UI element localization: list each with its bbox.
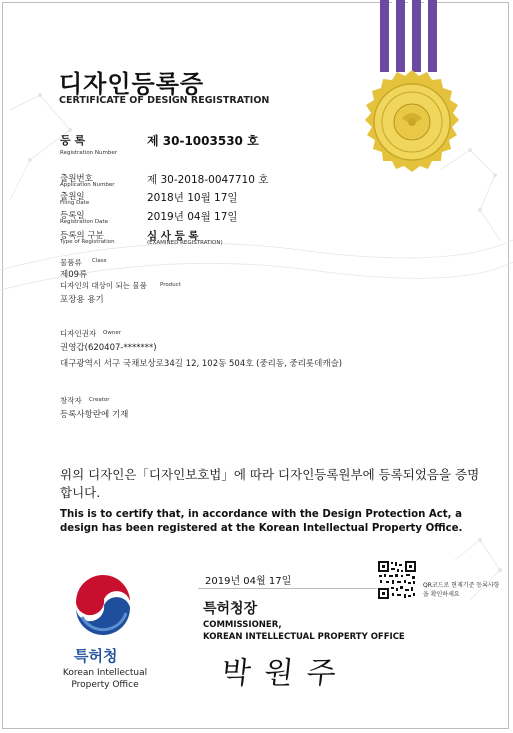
registration-number: 제 30-1003530 호 xyxy=(147,134,259,148)
filing-date-label-en: Filing Date xyxy=(60,200,90,206)
kipo-logo-icon xyxy=(68,573,138,645)
creator-label: 창작자 xyxy=(60,396,82,405)
registration-label-en: Registration Number xyxy=(60,150,118,156)
logo-name-en: Korean Intellectual Property Office xyxy=(62,668,148,690)
product-label: 디자인의 대상이 되는 물품 xyxy=(60,281,147,290)
qr-note: QR코드로 현재기준 등록사항을 확인하세요 xyxy=(423,582,500,598)
filing-date-label: 출원일 xyxy=(60,192,85,202)
class-label-en: Class xyxy=(92,258,107,264)
registration-type-label: 등록의 구분 xyxy=(60,231,104,241)
issuer-ko: 특허청장 xyxy=(203,601,258,617)
logo-name-ko: 특허청 xyxy=(74,647,118,665)
date-divider xyxy=(198,588,378,589)
qr-code[interactable] xyxy=(377,560,417,600)
creator-value: 등록사항란에 기재 xyxy=(60,410,129,420)
issue-date: 2019년 04월 17일 xyxy=(205,576,292,587)
registration-label: 등 록 xyxy=(60,134,86,147)
product-value: 포장용 용기 xyxy=(60,295,104,305)
page-title: 디자인등록증 xyxy=(59,70,205,98)
creator-label-en: Creator xyxy=(89,397,110,403)
application-label: 출원번호 xyxy=(60,174,93,184)
registration-date-label-en: Registration Date xyxy=(60,219,109,225)
signature: 박 원 주 xyxy=(219,656,340,691)
ribbon xyxy=(380,0,437,72)
registration-type-en: (EXAMINED REGISTRATION) xyxy=(147,240,223,246)
owner-label: 디자인권자 xyxy=(60,329,97,338)
owner-address: 대구광역시 서구 국채보상로34길 12, 102동 504호 (중리동, 중리롯데캐슬) xyxy=(60,359,343,369)
issuer-title: COMMISSIONER, xyxy=(203,620,282,630)
gold-seal xyxy=(360,0,480,175)
page-subtitle: CERTIFICATE OF DESIGN REGISTRATION xyxy=(59,95,270,106)
application-number: 제 30-2018-0047710 호 xyxy=(147,174,269,186)
application-label-en: Application Number xyxy=(60,182,115,188)
registration-date: 2019년 04월 17일 xyxy=(147,211,238,223)
product-label-en: Product xyxy=(160,282,181,288)
filing-date: 2018년 10월 17일 xyxy=(147,192,238,204)
owner-label-en: Owner xyxy=(103,330,121,336)
owner-name: 권영갑(620407-*******) xyxy=(60,343,157,353)
class-value: 제09류 xyxy=(60,270,88,280)
registration-type-label-en: Type of Registration xyxy=(60,239,115,245)
certification-en: This is to certify that, in accordance with the Design Protection Act, a design has been registered at the Korean Intellectual Property Office. xyxy=(60,509,463,534)
issuer-office: KOREAN INTELLECTUAL PROPERTY OFFICE xyxy=(203,632,405,642)
certification-ko: 위의 디자인은「디자인보호법」에 따라 디자인등록원부에 등록되었음을 증명합니다. xyxy=(60,467,480,500)
registration-date-label: 등록일 xyxy=(60,211,85,221)
class-label: 물품류 xyxy=(60,258,82,267)
registration-type: 심 사 등 록 xyxy=(147,230,199,242)
